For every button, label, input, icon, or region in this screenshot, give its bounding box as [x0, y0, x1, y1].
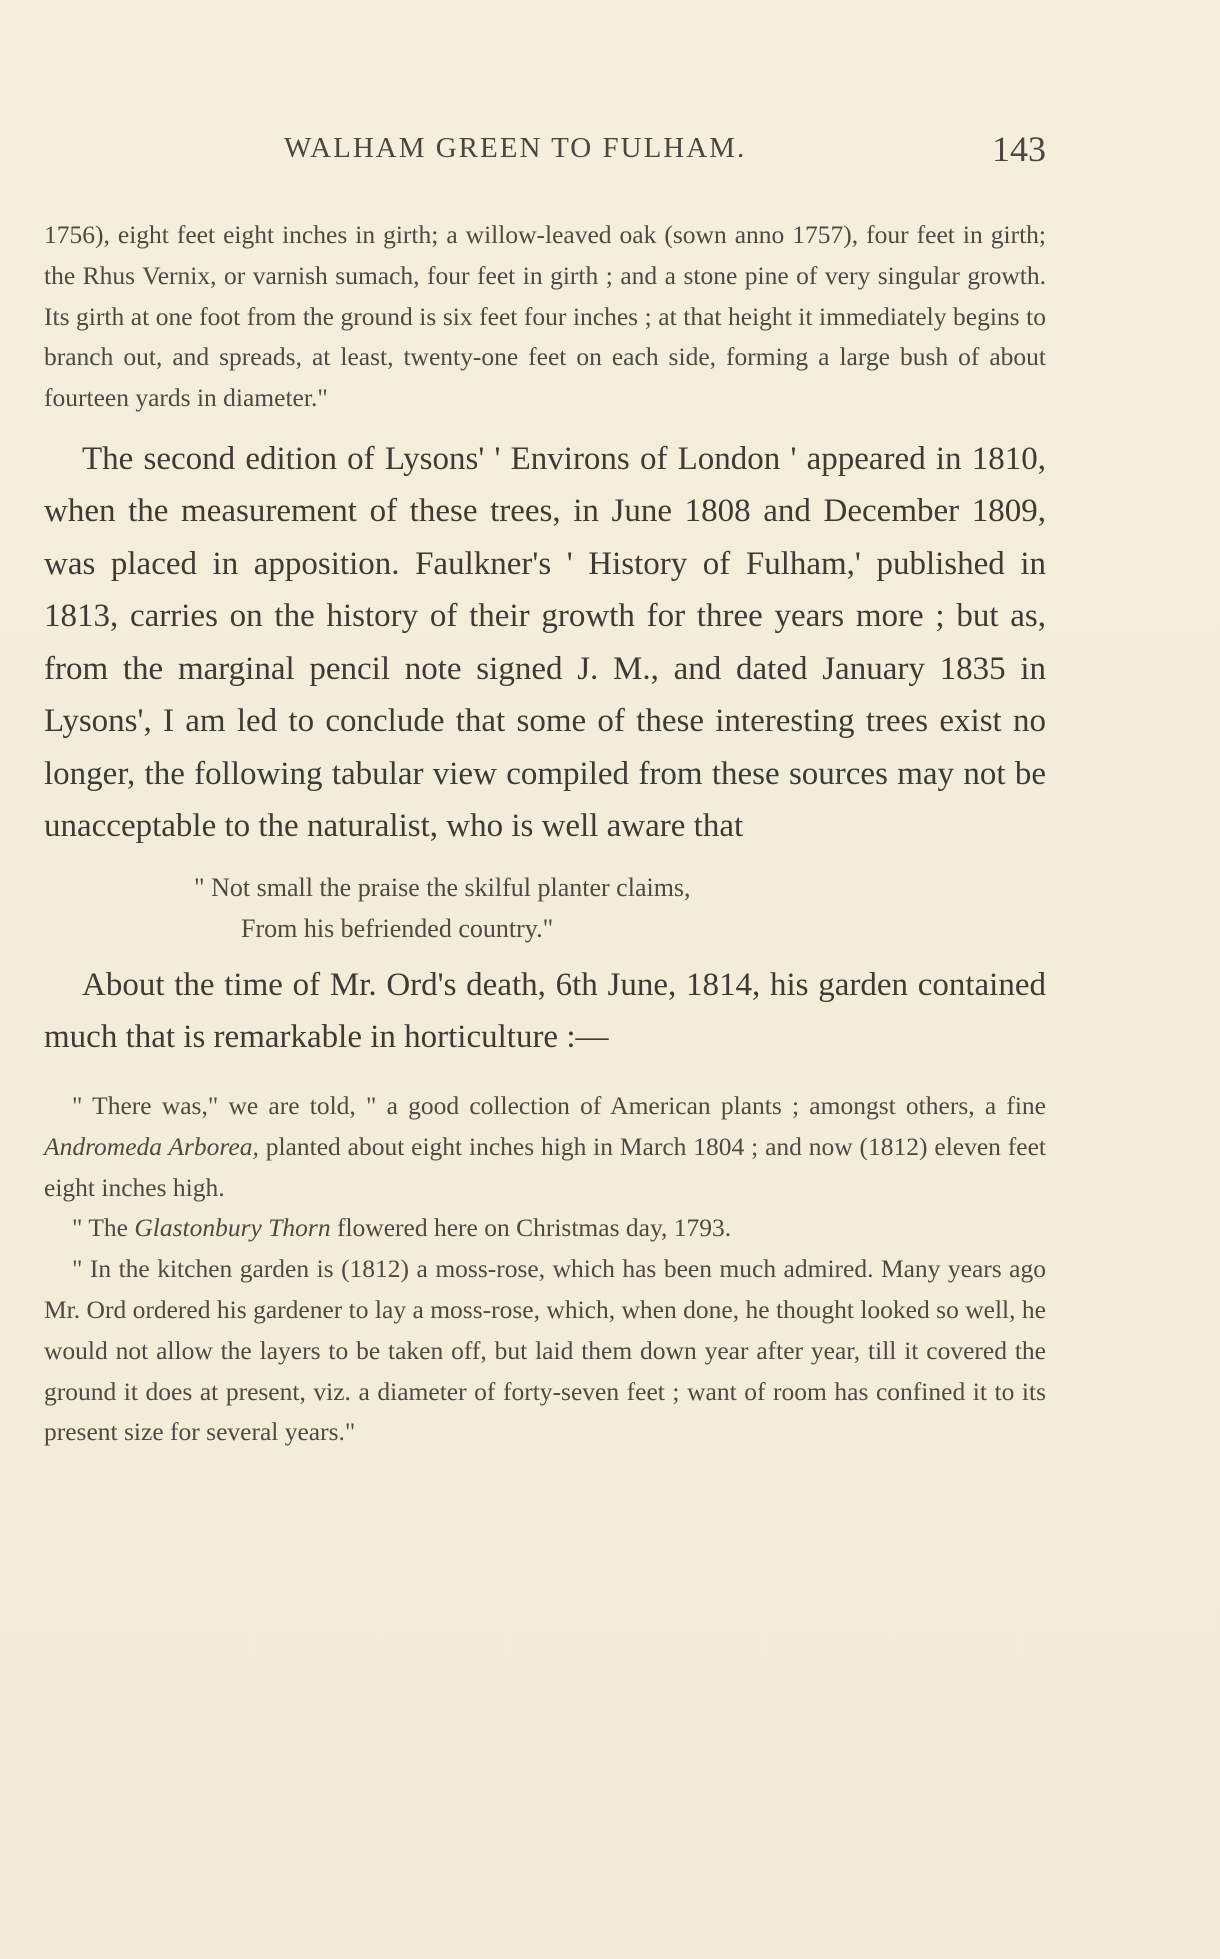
quote-2-text-a: " The [72, 1213, 135, 1243]
quote-2-italic: Glastonbury Thorn [134, 1213, 331, 1243]
quote-glastonbury-thorn [44, 1208, 1046, 1249]
verse-line-2: From his befriended country." [241, 913, 554, 943]
verse-line-1: " Not small the praise the skilful planter claims, [194, 872, 691, 902]
page-number: 143 [992, 129, 1046, 169]
quote-1-italic: Andromeda Arborea, [44, 1131, 259, 1161]
quote-american-plants [44, 1086, 1046, 1208]
quote-moss-rose: " In the kitchen garden is (1812) a moss-rose, which has been much admired. Many years ago Mr. Ord ordered his gardener to lay a moss-rose, which, when done, he thought looked so well, he would not allow the layers to be taken off, but laid them down year after year, till it covered the ground it does at present, viz. a diameter of forty-seven feet ; want of room has confined it to its present size for several years." [44, 1254, 1046, 1447]
page-header [44, 128, 1046, 178]
verse-quotation [194, 867, 1046, 949]
quote-1-text-a: " There was," we are told, " a good collection of American plants ; amongst others, a fine [72, 1090, 1046, 1120]
running-head: WALHAM GREEN TO FULHAM. [284, 132, 747, 164]
page-body [44, 215, 1046, 1453]
quote-1-text-b: planted about eight inches high in March 1804 ; and now (1812) eleven feet eight inches high. [44, 1131, 1046, 1202]
quote-2-text-b: flowered here on Christmas day, 1793. [330, 1213, 732, 1243]
paragraph-lysons: The second edition of Lysons' ' Environs of London ' appeared in 1810, when the measurement of these trees, in June 1808 and December 1809, was placed in apposition. Faulkner's ' History of Fulham,' published in 1813, carries on the history of their growth for three years more ; but as, from the marginal pencil note signed J. M., and dated January 1835 in Lysons', I am led to conclude that some of these interesting trees exist no longer, the following tabular view compiled from these sources may not be unacceptable to the naturalist, who is well aware that [44, 440, 1046, 845]
paragraph-ord-garden: About the time of Mr. Ord's death, 6th June, 1814, his garden contained much that is remarkable in horticulture :— [44, 966, 1046, 1056]
block-quotation [44, 1086, 1046, 1453]
continued-quotation: 1756), eight feet eight inches in girth; a willow-leaved oak (sown anno 1757), four feet in girth; the Rhus Vernix, or varnish sumach, four feet in girth ; and a stone pine of very singular growth. Its girth at one foot from the ground is six feet four inches ; at that height it immediately begins to branch out, and spreads, at least, twenty-one feet on each side, forming a large bush of about fourteen yards in diameter." [44, 220, 1046, 413]
